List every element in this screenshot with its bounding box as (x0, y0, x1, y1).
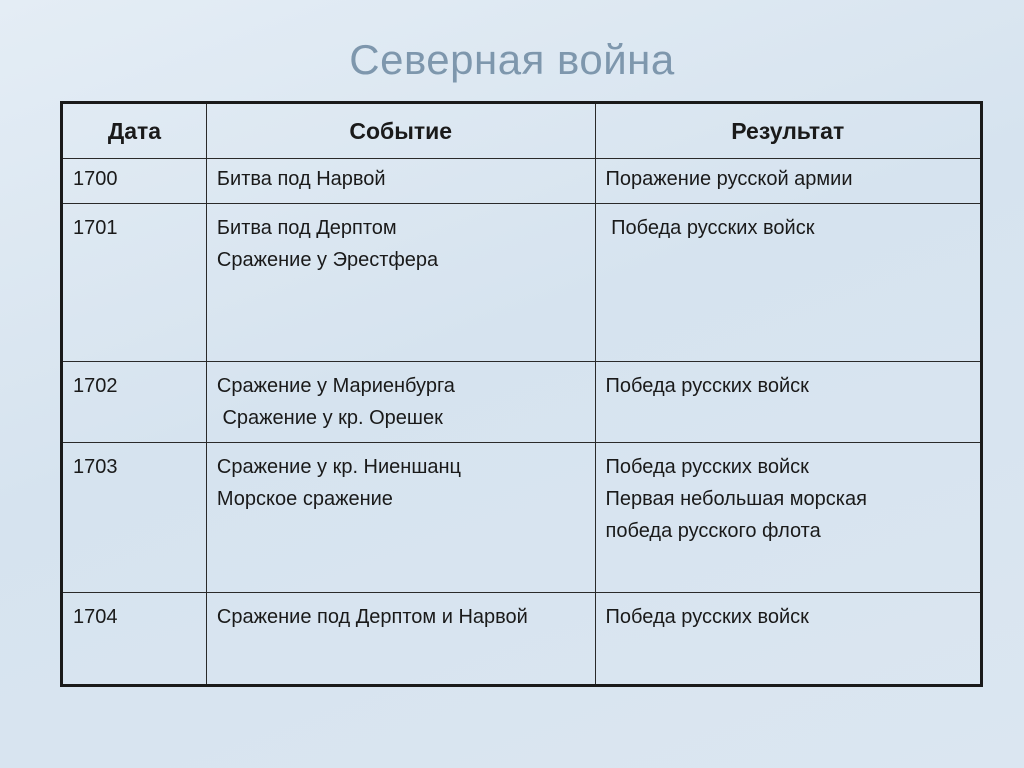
event-cell (206, 159, 595, 204)
table-row (62, 593, 982, 686)
table-row (62, 204, 982, 362)
event-text: Сражение у кр. Ниеншанц (216, 456, 462, 478)
result-cell (595, 159, 981, 204)
result-text: Победа русских войск (605, 606, 809, 628)
event-text: Битва под Нарвой (216, 168, 386, 190)
date-cell: 1704 (62, 593, 207, 686)
date-cell: 1701 (62, 204, 207, 362)
event-cell (206, 204, 595, 362)
event-text: Сражение у Мариенбурга (216, 375, 455, 397)
header-event: Событие (206, 103, 595, 159)
event-text: Битва под Дерптом (216, 217, 397, 239)
result-cell (595, 593, 981, 686)
result-text: победа русского флота (605, 520, 821, 542)
result-cell (595, 443, 981, 593)
result-cell (595, 362, 981, 443)
date-cell: 1702 (62, 362, 207, 443)
result-text: Первая небольшая морская (605, 488, 867, 510)
result-text: Победа русских войск (605, 456, 809, 478)
event-text: Морское сражение (216, 488, 393, 510)
event-cell (206, 443, 595, 593)
event-text: Сражение у Эрестфера (216, 249, 439, 271)
date-cell: 1703 (62, 443, 207, 593)
table-row (62, 159, 982, 204)
table-row (62, 443, 982, 593)
header-date: Дата (62, 103, 207, 159)
event-cell (206, 593, 595, 686)
event-text: Сражение у кр. Орешек (216, 407, 443, 429)
result-text: Поражение русской армии (605, 168, 853, 190)
event-text: Сражение под Дерптом и Нарвой (216, 606, 528, 628)
header-result: Результат (595, 103, 981, 159)
events-table (60, 101, 983, 687)
result-cell (595, 204, 981, 362)
event-cell (206, 362, 595, 443)
header-row (62, 103, 982, 159)
slide-title: Северная война (349, 36, 675, 83)
table-row (62, 362, 982, 443)
date-cell: 1700 (62, 159, 207, 204)
result-text: Победа русских войск (605, 375, 809, 397)
result-text: Победа русских войск (605, 217, 815, 239)
